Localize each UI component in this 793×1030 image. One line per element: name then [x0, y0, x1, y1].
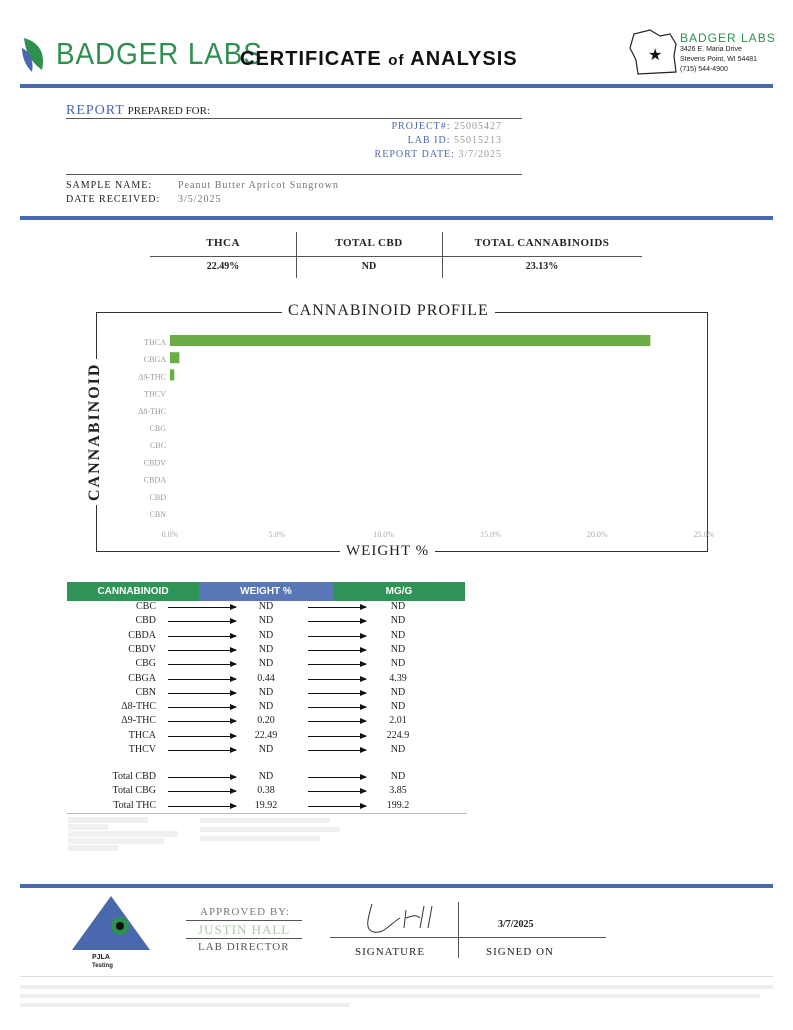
- chart-x-tick: 10.0%: [373, 530, 394, 539]
- chart-category-label: CBG: [149, 424, 166, 433]
- report-underline: [66, 118, 522, 119]
- approver-rule-2: [186, 938, 302, 939]
- table-row: [68, 658, 468, 672]
- row-mgg: 3.85: [389, 785, 407, 797]
- row-cannabinoid: THCA: [128, 729, 156, 741]
- row-arrow: [308, 777, 366, 778]
- chart-category-label: CBDA: [143, 475, 166, 485]
- lab-street: 3426 E. Maria Drive: [680, 46, 742, 53]
- results-table-header: [67, 582, 465, 601]
- summary-box: [150, 232, 642, 280]
- row-arrow: [308, 650, 366, 651]
- row-mgg: 199.2: [386, 799, 410, 811]
- chart-x-tick: 25.0%: [693, 530, 715, 539]
- row-mgg: 2.01: [389, 715, 407, 727]
- lab-city: Stevens Point, WI 54481: [680, 56, 758, 63]
- chart-x-tick: 15.0%: [480, 530, 501, 539]
- lab-name: BADGER LABS: [680, 31, 776, 45]
- prepared-for-label: PREPARED FOR:: [127, 105, 211, 117]
- row-arrow: [168, 777, 236, 778]
- summary-rule: [150, 256, 642, 257]
- row-cannabinoid: Total THC: [113, 799, 156, 811]
- row-mgg: 224.9: [386, 729, 410, 741]
- row-weight: ND: [258, 744, 274, 755]
- row-mgg: ND: [390, 615, 406, 627]
- row-cannabinoid: CBGA: [128, 672, 156, 684]
- chart-category-label: THCA: [144, 338, 166, 347]
- table-row: [68, 673, 468, 687]
- row-arrow: [168, 791, 236, 792]
- row-cannabinoid: Δ9-THC: [121, 715, 156, 727]
- row-mgg: ND: [390, 643, 406, 655]
- row-arrow: [168, 679, 236, 680]
- summary-total-value: 23.13%: [525, 261, 559, 272]
- row-cannabinoid: CBC: [135, 601, 156, 612]
- cannabinoid-chart: [96, 312, 715, 552]
- row-weight: ND: [258, 686, 274, 698]
- row-arrow: [308, 736, 366, 737]
- row-cannabinoid: CBG: [135, 658, 156, 670]
- row-weight: 22.49: [254, 729, 278, 741]
- row-cannabinoid: CBN: [135, 686, 156, 698]
- row-arrow: [168, 636, 236, 637]
- method-notes: [68, 816, 218, 852]
- col-weight: WEIGHT %: [199, 582, 333, 601]
- title-main: CERTIFICATE: [240, 48, 382, 70]
- row-arrow: [168, 621, 236, 622]
- chart-category-label: CBGA: [143, 355, 166, 365]
- row-mgg: ND: [390, 701, 406, 713]
- chart-bar: [170, 369, 174, 380]
- chart-category-label: THCV: [144, 389, 166, 399]
- brand-name: BADGER LABS: [56, 36, 263, 71]
- row-cannabinoid: Total CBD: [112, 771, 156, 782]
- col-mgg: MG/G: [333, 582, 465, 601]
- row-mgg: ND: [390, 686, 406, 698]
- disclaimer-rule: [20, 976, 773, 977]
- sample-name-value: Peanut Butter Apricot Sungrown: [178, 180, 339, 191]
- summary-sep-2: [442, 232, 443, 278]
- row-weight: ND: [258, 601, 274, 612]
- row-cannabinoid: THCV: [128, 744, 156, 755]
- signature-rule: [330, 937, 606, 938]
- date-received-label: DATE RECEIVED:: [66, 194, 161, 205]
- row-arrow: [308, 664, 366, 665]
- row-arrow: [308, 693, 366, 694]
- row-weight: 0.38: [257, 785, 275, 797]
- disclaimer-text: [20, 983, 773, 1012]
- project-value: 25005427: [454, 121, 502, 132]
- row-mgg: ND: [390, 601, 406, 612]
- table-row: [68, 701, 468, 715]
- date-received-row: [66, 194, 222, 205]
- chart-category-label: Δ9-THC: [138, 372, 166, 382]
- lab-id-value: 55015213: [454, 135, 502, 146]
- row-arrow: [168, 721, 236, 722]
- total-row: [68, 785, 468, 799]
- report-date-value: 3/7/2025: [458, 149, 502, 160]
- row-weight: ND: [258, 629, 274, 641]
- signed-on-label: SIGNED ON: [486, 946, 554, 958]
- row-mgg: 4.39: [389, 672, 407, 684]
- row-arrow: [168, 664, 236, 665]
- header-divider: [20, 84, 773, 88]
- table-row: [68, 601, 468, 615]
- chart-category-label: CBD: [149, 492, 166, 502]
- date-received-value: 3/5/2025: [178, 194, 222, 205]
- report-divider: [20, 216, 773, 220]
- row-weight: ND: [258, 771, 274, 782]
- row-arrow: [168, 750, 236, 751]
- table-row: [68, 630, 468, 644]
- chart-x-tick: 5.0%: [268, 530, 286, 539]
- approver-rule: [186, 920, 302, 921]
- summary-thca-value: 22.49%: [206, 261, 240, 272]
- row-arrow: [308, 679, 366, 680]
- row-cannabinoid: CBD: [135, 615, 156, 627]
- table-row: [68, 744, 468, 758]
- row-weight: 0.20: [257, 715, 275, 727]
- approver-title: LAB DIRECTOR: [198, 941, 290, 953]
- approved-by-label: APPROVED BY:: [200, 906, 291, 918]
- chart-category-label: Δ8-THC: [138, 406, 166, 416]
- table-row: [68, 687, 468, 701]
- table-row: [68, 715, 468, 729]
- row-cannabinoid: Δ8-THC: [121, 701, 156, 713]
- row-mgg: ND: [390, 744, 406, 755]
- table-row: [68, 644, 468, 658]
- row-weight: ND: [258, 643, 274, 655]
- title-of: of: [388, 52, 405, 69]
- row-arrow: [168, 607, 236, 608]
- summary-cbd-value: ND: [361, 261, 377, 272]
- approver-name: JUSTIN HALL: [198, 922, 291, 937]
- signature-sep: [458, 902, 459, 958]
- row-arrow: [308, 791, 366, 792]
- report-date-line: [360, 149, 502, 160]
- chart-category-label: CBN: [149, 510, 166, 519]
- summary-cbd-header: TOTAL CBD: [335, 237, 403, 249]
- chart-bar: [170, 352, 179, 363]
- summary-sep-1: [296, 232, 297, 278]
- row-cannabinoid: CBDV: [128, 643, 156, 655]
- chart-title: CANNABINOID PROFILE: [282, 302, 495, 320]
- pjla-name: PJLA: [92, 954, 110, 961]
- row-cannabinoid: Total CBG: [112, 785, 156, 797]
- signature-label: SIGNATURE: [355, 946, 426, 958]
- row-mgg: ND: [390, 658, 406, 670]
- row-arrow: [168, 806, 236, 807]
- row-arrow: [168, 707, 236, 708]
- lab-id-line: [360, 135, 502, 146]
- total-row: [68, 800, 468, 814]
- sample-divider: [66, 174, 522, 175]
- row-arrow: [308, 607, 366, 608]
- chart-ylabel: CANNABINOID: [86, 359, 104, 505]
- row-arrow: [308, 750, 366, 751]
- sample-notes: [200, 816, 360, 845]
- title-end: ANALYSIS: [410, 48, 518, 70]
- lab-phone: (715) 544-4900: [680, 66, 728, 73]
- summary-thca-header: THCA: [206, 237, 240, 249]
- row-weight: ND: [258, 658, 274, 670]
- table-row: [68, 730, 468, 744]
- row-arrow: [308, 806, 366, 807]
- row-arrow: [168, 693, 236, 694]
- wisconsin-map-icon: [626, 26, 682, 78]
- pjla-testing: Testing: [92, 963, 113, 969]
- report-date-label: REPORT DATE:: [374, 149, 455, 160]
- chart-category-label: CBDV: [143, 458, 166, 468]
- row-arrow: [308, 621, 366, 622]
- table-bottom-rule: [67, 813, 467, 814]
- sample-name-row: [66, 180, 339, 191]
- signature-image: [360, 898, 450, 938]
- table-row: [68, 615, 468, 629]
- row-weight: ND: [258, 701, 274, 713]
- total-row: [68, 771, 468, 785]
- lab-address: [680, 32, 776, 75]
- chart-category-label: CBC: [149, 441, 166, 451]
- row-cannabinoid: CBDA: [128, 629, 156, 641]
- signed-date: 3/7/2025: [498, 919, 534, 930]
- row-weight: 0.44: [257, 672, 275, 684]
- report-label: REPORT: [66, 103, 125, 118]
- chart-x-tick: 20.0%: [586, 530, 608, 539]
- row-arrow: [168, 736, 236, 737]
- footer-divider: [20, 884, 773, 888]
- chart-bar: [170, 335, 650, 346]
- project-label: PROJECT#:: [391, 121, 451, 132]
- project-line: [360, 121, 502, 132]
- row-arrow: [308, 636, 366, 637]
- chart-x-tick: 0.0%: [161, 530, 179, 539]
- row-weight: 19.92: [254, 799, 278, 811]
- row-arrow: [308, 721, 366, 722]
- sample-name-label: SAMPLE NAME:: [66, 180, 153, 191]
- badger-leaf-icon: [20, 34, 50, 74]
- row-mgg: ND: [390, 629, 406, 641]
- document-title: [240, 48, 518, 71]
- summary-total-header: TOTAL CANNABINOIDS: [474, 237, 610, 249]
- svg-text:★: ★: [648, 47, 663, 64]
- col-cannabinoid: CANNABINOID: [67, 582, 199, 601]
- row-arrow: [308, 707, 366, 708]
- report-prepared-for: [66, 103, 210, 119]
- row-arrow: [168, 650, 236, 651]
- chart-xlabel: WEIGHT %: [340, 543, 435, 560]
- row-weight: ND: [258, 615, 274, 627]
- row-mgg: ND: [390, 771, 406, 782]
- pjla-logo-icon: [68, 894, 154, 956]
- lab-id-label: LAB ID:: [407, 135, 451, 146]
